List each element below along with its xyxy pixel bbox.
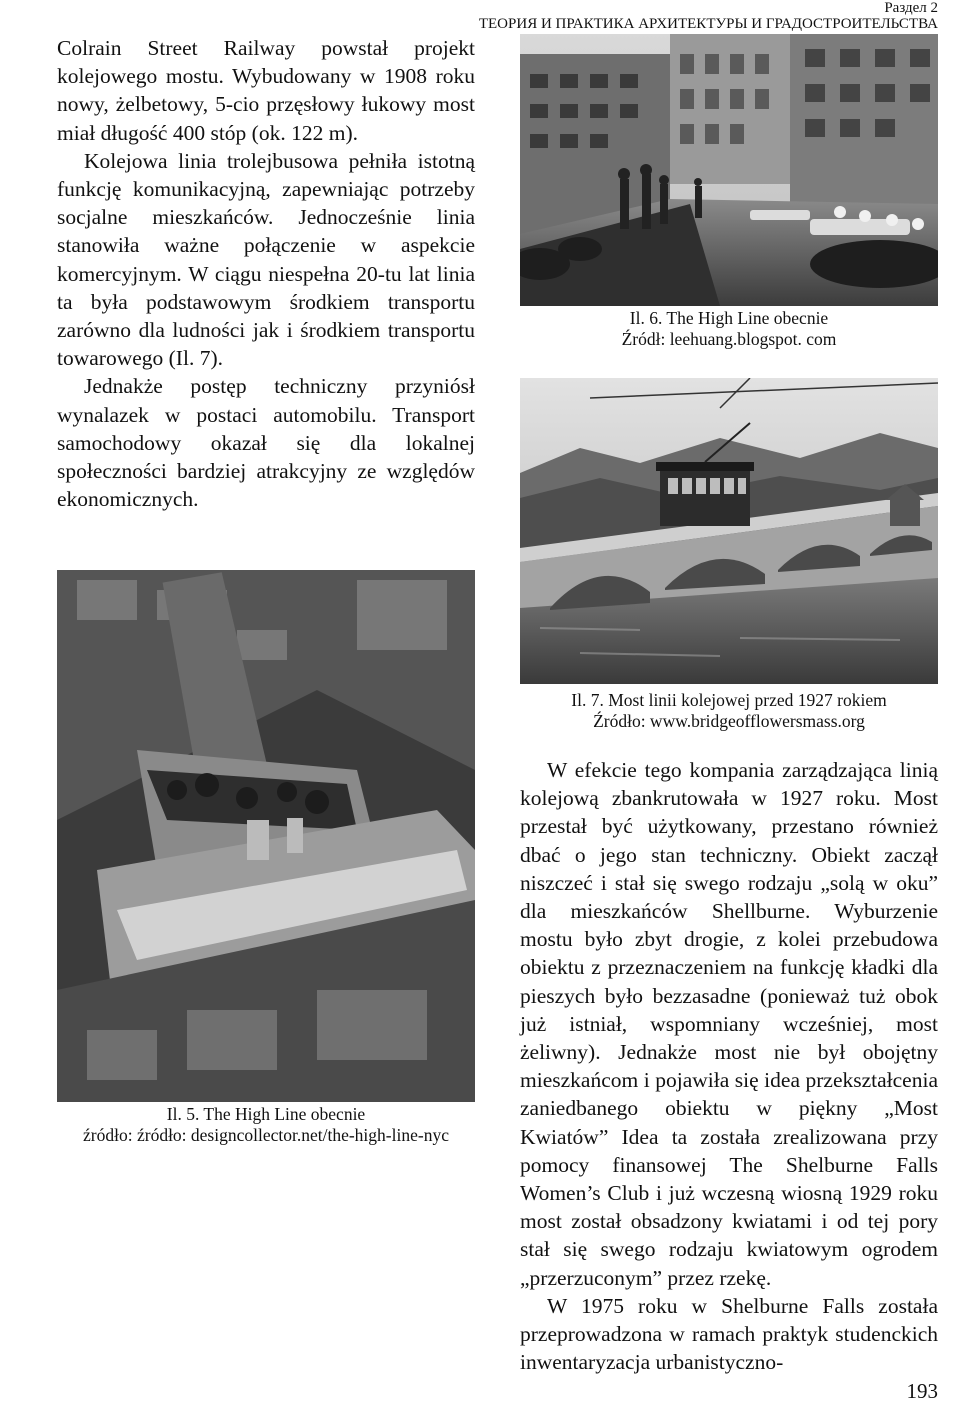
page-number: 193: [906, 1379, 938, 1403]
high-line-aerial-photo: [57, 570, 475, 1102]
paragraph: Jednakże postęp techniczny przyniósł wynalazek w postaci automobilu. Transport samochodowy okazał się dla lokalnej społeczności bardziej atrakcyjny ze względów ekonomicznych.: [57, 374, 475, 512]
high-line-walkway-photo: [520, 34, 938, 306]
fig7-caption: [520, 690, 938, 732]
fig5-caption-source: źródło: źródło: designcollector.net/the-high-line-nyc: [83, 1125, 449, 1145]
trolley-bridge-photo: [520, 378, 938, 684]
fig5-caption: [57, 1104, 475, 1146]
fig6-caption: [520, 308, 938, 350]
left-column-text: [57, 34, 475, 513]
paragraph: W efekcie tego kompania zarządzająca linią kolejową zbankrutowała w 1927 roku. Most przestał być użytkowany, przestano również dbać o jego stan techniczny. Obiekt zaczął niszczeć i stał się swego rodzaju „solą w oku” dla mieszkańców Shellburne. Wyburzenie mostu było zbyt drogie, z kolei przebudowa obiektu z przeznaczeniem na funkcję kładki dla pieszych było bezzasadne (ponieważ tuż obok już istniał, wspomniany wcześniej, most żeliwny). Jednakże most nie był obojętny mieszkańcom i pojawiła się idea przekształcenia zaniedbanego obiektu w piękny „Most Kwiatów” Idea ta została zrealizowana przy pomocy finansowej The Shelburne Falls Women’s Club i już wczesną wiosną 1929 roku most został obsadzony kwiatami i od tej pory stał się swego rodzaju kwiatowym ogrodem „przerzuconym” przez rzekę.: [520, 758, 938, 1290]
fig6-caption-source: Źródł: leehuang.blogspot. com: [621, 329, 837, 349]
journal-title: ТЕОРИЯ И ПРАКТИКА АРХИТЕКТУРЫ И ГРАДОСТРОИТЕЛЬСТВА: [478, 16, 938, 32]
right-column-text: [520, 756, 938, 1376]
paragraph: Kolejowa linia trolejbusowa pełniła istotną funkcję komunikacyjną, zapewniając potrzeby socjalne mieszkańców. Jednocześnie linia stanowiła ważne połączenie w aspekcie komercyjnym. W ciągu niespełna 20-tu lat linia ta była podstawowym środkiem transportu zarówno dla ludności jak i środkiem transportu towarowego (Il. 7).: [57, 148, 475, 371]
section-label: Раздел 2: [884, 0, 938, 16]
paragraph: W 1975 roku w Shelburne Falls została przeprowadzona w ramach praktyk studenckich inwentaryzacja urbanistyczno-: [520, 1293, 938, 1375]
fig6-caption-title: Il. 6. The High Line obecnie: [629, 308, 829, 328]
fig7-caption-title: Il. 7. Most linii kolejowej przed 1927 rokiem: [571, 690, 887, 710]
fig7-caption-source: Źródło: www.bridgeofflowersmass.org: [593, 711, 865, 731]
fig5-caption-title: Il. 5. The High Line obecnie: [166, 1104, 366, 1124]
paragraph: Colrain Street Railway powstał projekt kolejowego mostu. Wybudowany w 1908 roku nowy, żelbetowy, 5-cio przęsłowy łukowy most miał długość 400 stóp (ok. 122 m).: [57, 36, 475, 145]
